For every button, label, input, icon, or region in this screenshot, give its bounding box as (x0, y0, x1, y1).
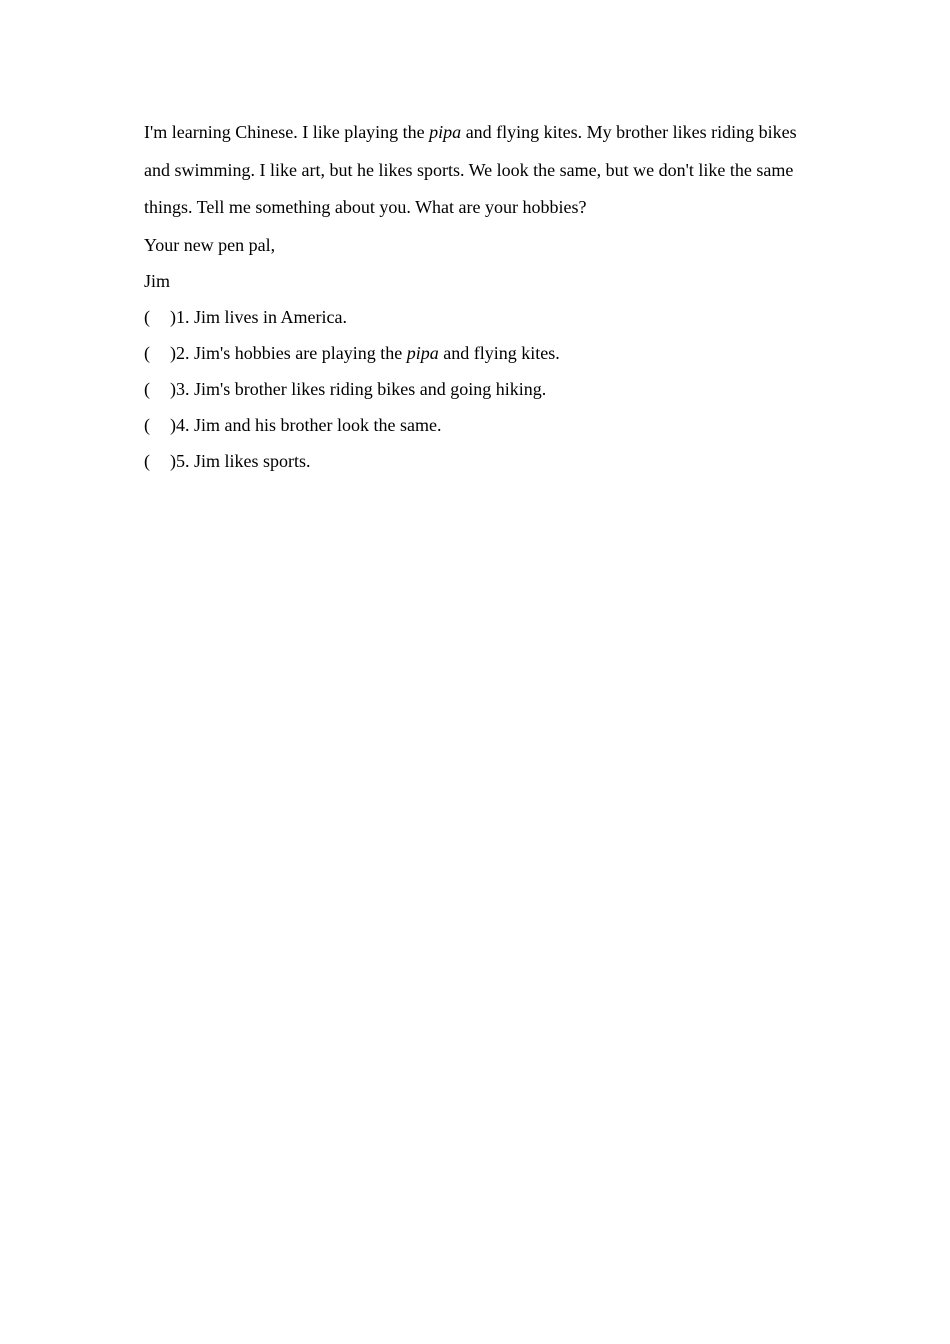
question-3 (144, 371, 814, 407)
letter-signature: Jim (144, 270, 171, 291)
question-4-text: )4. Jim and his brother look the same. (170, 414, 442, 435)
question-2-text-b: and flying kites. (438, 342, 560, 363)
letter-text-1: I'm learning Chinese. I like playing the (144, 122, 430, 142)
answer-blank-2[interactable]: ( (144, 342, 150, 363)
question-5-text: )5. Jim likes sports. (170, 450, 311, 471)
answer-blank-5[interactable]: ( (144, 450, 150, 471)
letter-closing: Your new pen pal, (144, 234, 276, 255)
question-1-text: )1. Jim lives in America. (170, 306, 347, 327)
question-2-text-a: )2. Jim's hobbies are playing the (170, 342, 407, 363)
answer-blank-3[interactable]: ( (144, 378, 150, 399)
letter-italic-pipa: pipa (429, 122, 462, 142)
answer-blank-4[interactable]: ( (144, 414, 150, 435)
question-4 (144, 407, 814, 443)
answer-blank-1[interactable]: ( (144, 306, 150, 327)
question-2-italic-pipa: pipa (406, 342, 439, 363)
question-5 (144, 443, 814, 479)
question-1 (144, 299, 814, 335)
letter-body (144, 114, 814, 227)
question-3-text: )3. Jim's brother likes riding bikes and going hiking. (170, 378, 547, 399)
question-2 (144, 335, 814, 371)
document-page (144, 114, 814, 479)
letter-text-2: and flying kites. My brother likes riding bikes and swimming. I like art, but he likes sports. We look the same, but we don't like the same things. Tell me something about you. What are your hobbies? (144, 122, 797, 217)
